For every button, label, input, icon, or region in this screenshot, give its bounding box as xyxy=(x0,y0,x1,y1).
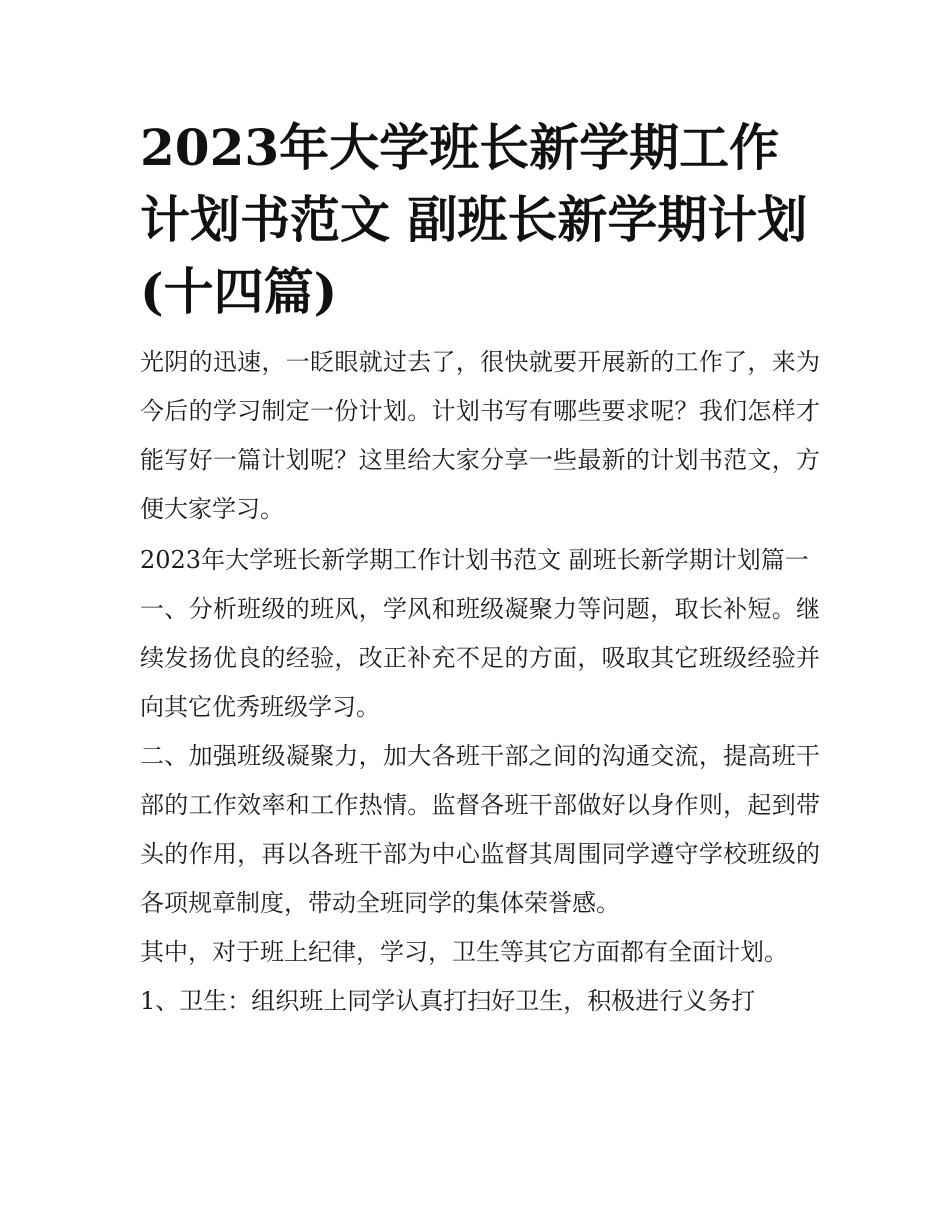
plan-item-2: 二、加强班级凝聚力，加大各班干部之间的沟通交流，提高班干部的工作效率和工作热情。监督各班干部做好以身作则，起到带头的作用，再以各班干部为中心监督其周围同学遵守学校班级的各项规章制度，带动全班同学的集体荣誉感。 xyxy=(140,742,820,917)
intro-paragraph: 光阴的迅速，一眨眼就过去了，很快就要开展新的工作了，来为今后的学习制定一份计划。计划书写有哪些要求呢？我们怎样才能写好一篇计划呢？这里给大家分享一些最新的计划书范文，方便大家学习。 xyxy=(140,348,820,523)
document-page xyxy=(140,112,820,1026)
document-title: 2023年大学班长新学期工作计划书范文 副班长新学期计划(十四篇) xyxy=(140,118,808,321)
section-heading: 2023年大学班长新学期工作计划书范文 副班长新学期计划篇一 xyxy=(140,546,809,574)
plan-subitem-hygiene: 1、卫生：组织班上同学认真打扫好卫生，积极进行义务打 xyxy=(140,987,756,1015)
plan-summary: 其中，对于班上纪律，学习，卫生等其它方面都有全面计划。 xyxy=(140,938,788,966)
plan-item-1: 一、分析班级的班风，学风和班级凝聚力等问题，取长补短。继续发扬优良的经验，改正补充不足的方面，吸取其它班级经验并向其它优秀班级学习。 xyxy=(140,595,820,721)
